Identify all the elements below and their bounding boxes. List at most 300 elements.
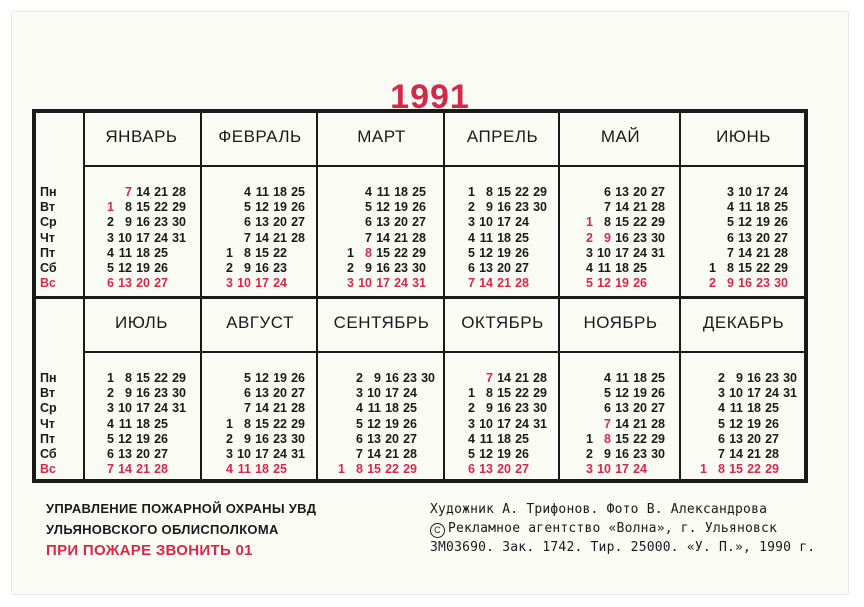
date-cell: 30 <box>172 386 186 401</box>
day-name: Вс <box>40 276 56 291</box>
date-cell: 24 <box>154 230 168 245</box>
date-cell: 24 <box>633 245 647 260</box>
week-row <box>575 215 681 230</box>
date-cell: 15 <box>615 215 629 230</box>
date-cell: 8 <box>604 431 611 446</box>
date-cell: 12 <box>615 386 629 401</box>
date-cell: 15 <box>738 260 752 275</box>
date-cell: 1 <box>107 200 114 215</box>
date-cell: 21 <box>385 446 399 461</box>
month-block <box>316 113 445 296</box>
date-cell: 29 <box>172 371 186 385</box>
date-cell: 24 <box>394 276 408 291</box>
date-cell: 19 <box>497 245 511 260</box>
date-cell: 23 <box>633 230 647 245</box>
date-cell: 8 <box>486 386 493 401</box>
week-row <box>215 417 318 432</box>
date-cell: 16 <box>615 446 629 461</box>
date-cell: 20 <box>136 276 150 291</box>
days-grid <box>681 185 806 291</box>
date-cell: 31 <box>172 230 186 245</box>
date-cell: 10 <box>237 276 251 291</box>
date-cell: 18 <box>747 401 761 416</box>
date-cell: 24 <box>515 215 529 230</box>
date-cell: 5 <box>468 245 475 260</box>
date-cell: 3 <box>586 245 593 260</box>
week-row <box>457 246 560 261</box>
month-name: АПРЕЛЬ <box>466 127 539 146</box>
date-cell: 23 <box>515 401 529 416</box>
date-cell: 22 <box>633 431 647 446</box>
week-row <box>96 215 200 230</box>
month-block <box>443 113 560 296</box>
week-row <box>215 371 318 386</box>
calendar-half-top <box>36 113 804 296</box>
date-cell: 5 <box>727 215 734 230</box>
date-cell: 13 <box>738 230 752 245</box>
week-row <box>215 185 318 200</box>
date-cell: 8 <box>125 371 132 385</box>
date-cell: 2 <box>718 371 725 385</box>
day-names-list <box>40 185 57 291</box>
date-cell: 29 <box>403 462 417 477</box>
date-cell: 16 <box>747 371 761 385</box>
date-cell: 17 <box>376 276 390 291</box>
date-cell: 13 <box>255 386 269 401</box>
day-name: Вс <box>40 462 56 477</box>
print-info-line: ЗМ03690. Зак. 1742. Тир. 25000. «У. П.», 1990 г. <box>430 540 816 555</box>
date-cell: 7 <box>486 371 493 385</box>
date-cell: 2 <box>468 401 475 416</box>
week-row <box>96 276 200 291</box>
date-cell: 27 <box>515 462 529 477</box>
date-cell: 28 <box>651 200 665 215</box>
date-cell: 10 <box>479 416 493 431</box>
date-cell: 30 <box>651 446 665 461</box>
week-row <box>689 462 806 477</box>
week-row <box>575 261 681 276</box>
month-name: СЕНТЯБРЬ <box>333 313 430 332</box>
date-cell: 25 <box>154 245 168 260</box>
date-cell: 13 <box>479 462 493 477</box>
week-row <box>215 432 318 447</box>
date-cell: 18 <box>394 185 408 199</box>
week-row <box>327 417 445 432</box>
month-block <box>679 299 806 482</box>
week-row <box>215 447 318 462</box>
date-cell: 12 <box>118 431 132 446</box>
date-cell: 9 <box>374 371 381 385</box>
date-cell: 9 <box>244 260 251 275</box>
week-row <box>215 261 318 276</box>
date-cell: 7 <box>718 446 725 461</box>
date-cell: 26 <box>291 200 305 215</box>
date-cell: 25 <box>515 230 529 245</box>
date-cell: 31 <box>172 401 186 416</box>
date-cell: 29 <box>651 215 665 230</box>
date-cell: 4 <box>468 230 475 245</box>
date-cell: 18 <box>756 200 770 215</box>
date-cell: 12 <box>597 276 611 291</box>
date-cell: 11 <box>479 431 493 446</box>
date-cell: 9 <box>736 371 743 385</box>
date-cell: 8 <box>365 245 372 260</box>
date-cell: 12 <box>479 245 493 260</box>
date-cell: 16 <box>615 230 629 245</box>
date-cell: 26 <box>412 200 426 215</box>
week-row <box>457 417 560 432</box>
date-cell: 6 <box>365 215 372 230</box>
date-cell: 21 <box>273 230 287 245</box>
date-cell: 15 <box>136 371 150 385</box>
date-cell: 7 <box>727 245 734 260</box>
date-cell: 3 <box>727 185 734 199</box>
date-cell: 7 <box>107 462 114 477</box>
date-cell: 22 <box>394 245 408 260</box>
date-cell: 26 <box>154 431 168 446</box>
week-row <box>96 432 200 447</box>
date-cell: 4 <box>468 431 475 446</box>
date-cell: 20 <box>747 431 761 446</box>
week-row <box>96 200 200 215</box>
week-row <box>575 185 681 200</box>
date-cell: 6 <box>468 260 475 275</box>
date-cell: 1 <box>586 215 593 230</box>
week-row <box>336 231 445 246</box>
date-cell: 14 <box>479 276 493 291</box>
week-row <box>96 401 200 416</box>
date-cell: 18 <box>273 185 287 199</box>
date-cell: 24 <box>273 446 287 461</box>
date-cell: 20 <box>633 401 647 416</box>
month-name: ФЕВРАЛЬ <box>218 127 302 146</box>
month-name: ОКТЯБРЬ <box>461 313 544 332</box>
date-cell: 20 <box>497 260 511 275</box>
week-row <box>689 432 806 447</box>
week-row <box>575 432 681 447</box>
week-row <box>689 386 806 401</box>
date-cell: 7 <box>604 416 611 431</box>
date-cell: 30 <box>533 401 547 416</box>
date-cell: 21 <box>633 200 647 215</box>
date-cell: 28 <box>154 462 168 477</box>
date-cell: 13 <box>615 185 629 199</box>
date-cell: 5 <box>107 431 114 446</box>
date-cell: 13 <box>615 401 629 416</box>
date-cell: 17 <box>136 401 150 416</box>
date-cell: 11 <box>367 401 381 416</box>
month-name: МАРТ <box>357 127 406 146</box>
week-row <box>457 447 560 462</box>
date-cell: 13 <box>255 215 269 230</box>
week-row <box>457 200 560 215</box>
date-cell: 27 <box>154 446 168 461</box>
week-row <box>336 246 445 261</box>
date-cell: 29 <box>651 431 665 446</box>
week-row <box>457 231 560 246</box>
date-cell: 24 <box>403 386 417 401</box>
date-cell: 5 <box>244 371 251 385</box>
date-cell: 19 <box>273 371 287 385</box>
date-cell: 19 <box>394 200 408 215</box>
date-cell: 30 <box>783 371 797 385</box>
date-cell: 28 <box>291 401 305 416</box>
date-cell: 21 <box>394 230 408 245</box>
week-row <box>96 417 200 432</box>
week-row <box>575 386 681 401</box>
week-row <box>457 215 560 230</box>
date-cell: 2 <box>226 431 233 446</box>
week-row <box>575 401 681 416</box>
date-cell: 20 <box>273 215 287 230</box>
date-cell: 10 <box>597 462 611 477</box>
date-cell: 14 <box>497 371 511 385</box>
days-grid <box>83 371 200 477</box>
days-grid <box>83 185 200 291</box>
month-block <box>679 113 806 296</box>
date-cell: 3 <box>356 386 363 401</box>
date-cell: 28 <box>172 185 186 199</box>
days-grid <box>318 371 445 477</box>
date-cell: 25 <box>633 260 647 275</box>
date-cell: 26 <box>774 215 788 230</box>
date-cell: 6 <box>356 431 363 446</box>
week-row <box>689 417 806 432</box>
week-row <box>698 200 806 215</box>
date-cell: 20 <box>497 462 511 477</box>
date-cell: 9 <box>486 200 493 215</box>
date-cell: 8 <box>356 462 363 477</box>
date-cell: 27 <box>651 185 665 199</box>
week-row <box>698 231 806 246</box>
date-cell: 25 <box>154 416 168 431</box>
week-row <box>457 276 560 291</box>
date-cell: 7 <box>604 200 611 215</box>
date-cell: 22 <box>385 462 399 477</box>
week-row <box>327 386 445 401</box>
day-name: Ср <box>40 215 57 230</box>
date-cell: 11 <box>376 185 390 199</box>
date-cell: 16 <box>255 431 269 446</box>
date-cell: 2 <box>586 230 593 245</box>
date-cell: 17 <box>255 276 269 291</box>
date-cell: 20 <box>633 185 647 199</box>
date-cell: 7 <box>365 230 372 245</box>
date-cell: 6 <box>244 215 251 230</box>
date-cell: 5 <box>244 200 251 215</box>
date-cell: 22 <box>154 200 168 215</box>
date-cell: 30 <box>291 431 305 446</box>
date-cell: 18 <box>497 230 511 245</box>
date-cell: 8 <box>727 260 734 275</box>
week-row <box>96 261 200 276</box>
date-cell: 11 <box>738 200 752 215</box>
date-cell: 23 <box>515 200 529 215</box>
week-row <box>575 246 681 261</box>
date-cell: 26 <box>515 446 529 461</box>
week-row <box>96 185 200 200</box>
date-cell: 13 <box>118 276 132 291</box>
date-cell: 26 <box>154 260 168 275</box>
day-name: Пт <box>40 245 56 260</box>
date-cell: 17 <box>255 446 269 461</box>
date-cell: 17 <box>615 245 629 260</box>
week-row <box>698 246 806 261</box>
date-cell: 26 <box>633 276 647 291</box>
date-cell: 23 <box>154 215 168 230</box>
week-row <box>689 401 806 416</box>
week-row <box>575 200 681 215</box>
week-row <box>336 276 445 291</box>
week-row <box>698 261 806 276</box>
week-row <box>96 447 200 462</box>
date-cell: 12 <box>729 416 743 431</box>
week-row <box>215 231 318 246</box>
week-row <box>457 261 560 276</box>
week-row <box>327 432 445 447</box>
month-name: МАЙ <box>600 127 641 146</box>
date-cell: 21 <box>756 245 770 260</box>
week-row <box>336 215 445 230</box>
days-grid <box>445 371 560 477</box>
week-row <box>457 401 560 416</box>
date-cell: 19 <box>273 200 287 215</box>
date-cell: 12 <box>367 416 381 431</box>
date-cell: 7 <box>244 401 251 416</box>
date-cell: 14 <box>255 230 269 245</box>
date-cell: 13 <box>367 431 381 446</box>
calendar-half-bottom <box>36 296 804 482</box>
date-cell: 24 <box>765 386 779 401</box>
week-row <box>457 386 560 401</box>
week-row <box>336 200 445 215</box>
date-cell: 5 <box>586 276 593 291</box>
date-cell: 23 <box>403 371 417 385</box>
week-row <box>336 261 445 276</box>
date-cell: 4 <box>226 462 233 477</box>
date-cell: 4 <box>604 371 611 385</box>
date-cell: 29 <box>774 260 788 275</box>
date-cell: 15 <box>255 416 269 431</box>
date-cell: 23 <box>633 446 647 461</box>
date-cell: 15 <box>497 185 511 199</box>
date-cell: 28 <box>651 416 665 431</box>
day-name: Вт <box>40 200 55 215</box>
date-cell: 28 <box>412 230 426 245</box>
date-cell: 7 <box>356 446 363 461</box>
organization-block <box>46 498 316 561</box>
date-cell: 26 <box>515 245 529 260</box>
week-row <box>575 231 681 246</box>
days-grid <box>560 371 681 477</box>
days-grid <box>681 371 806 477</box>
date-cell: 10 <box>738 185 752 199</box>
date-cell: 25 <box>403 401 417 416</box>
date-cell: 29 <box>765 462 779 477</box>
date-cell: 11 <box>729 401 743 416</box>
date-cell: 3 <box>586 462 593 477</box>
date-cell: 11 <box>118 416 132 431</box>
date-cell: 8 <box>486 185 493 199</box>
date-cell: 15 <box>497 386 511 401</box>
date-cell: 28 <box>403 446 417 461</box>
date-cell: 10 <box>479 215 493 230</box>
week-row <box>327 462 445 477</box>
date-cell: 10 <box>118 401 132 416</box>
date-cell: 18 <box>136 245 150 260</box>
date-cell: 7 <box>125 185 132 199</box>
date-cell: 27 <box>774 230 788 245</box>
date-cell: 18 <box>136 416 150 431</box>
date-cell: 27 <box>403 431 417 446</box>
date-cell: 15 <box>376 245 390 260</box>
date-cell: 27 <box>291 215 305 230</box>
week-row <box>327 447 445 462</box>
date-cell: 30 <box>774 276 788 291</box>
date-cell: 8 <box>604 215 611 230</box>
date-cell: 15 <box>255 245 269 260</box>
date-cell: 24 <box>774 185 788 199</box>
week-row <box>215 200 318 215</box>
week-row <box>327 371 445 386</box>
date-cell: 23 <box>765 371 779 385</box>
date-cell: 19 <box>747 416 761 431</box>
date-cell: 14 <box>729 446 743 461</box>
date-cell: 9 <box>125 386 132 401</box>
date-cell: 27 <box>412 215 426 230</box>
date-cell: 17 <box>756 185 770 199</box>
date-cell: 9 <box>604 446 611 461</box>
week-row <box>215 246 318 261</box>
day-name: Пн <box>40 185 57 199</box>
date-cell: 16 <box>136 215 150 230</box>
week-row <box>215 462 318 477</box>
days-grid <box>445 185 560 291</box>
week-row <box>336 185 445 200</box>
date-cell: 21 <box>154 185 168 199</box>
date-cell: 26 <box>403 416 417 431</box>
date-cell: 3 <box>226 276 233 291</box>
date-cell: 20 <box>136 446 150 461</box>
date-cell: 9 <box>727 276 734 291</box>
date-cell: 21 <box>273 401 287 416</box>
year-title: 1991 <box>390 78 470 116</box>
date-cell: 2 <box>709 276 716 291</box>
date-cell: 9 <box>244 431 251 446</box>
date-cell: 3 <box>468 215 475 230</box>
date-cell: 10 <box>597 245 611 260</box>
date-cell: 23 <box>273 431 287 446</box>
date-cell: 31 <box>533 416 547 431</box>
week-row <box>575 462 681 477</box>
date-cell: 21 <box>497 276 511 291</box>
date-cell: 25 <box>273 462 287 477</box>
date-cell: 9 <box>486 401 493 416</box>
date-cell: 17 <box>497 215 511 230</box>
date-cell: 1 <box>347 245 354 260</box>
date-cell: 8 <box>125 200 132 215</box>
date-cell: 28 <box>774 245 788 260</box>
date-cell: 30 <box>172 215 186 230</box>
date-cell: 31 <box>651 245 665 260</box>
date-cell: 15 <box>136 200 150 215</box>
date-cell: 28 <box>765 446 779 461</box>
date-cell: 22 <box>756 260 770 275</box>
date-cell: 6 <box>604 401 611 416</box>
date-cell: 26 <box>765 416 779 431</box>
week-row <box>575 417 681 432</box>
date-cell: 16 <box>497 200 511 215</box>
